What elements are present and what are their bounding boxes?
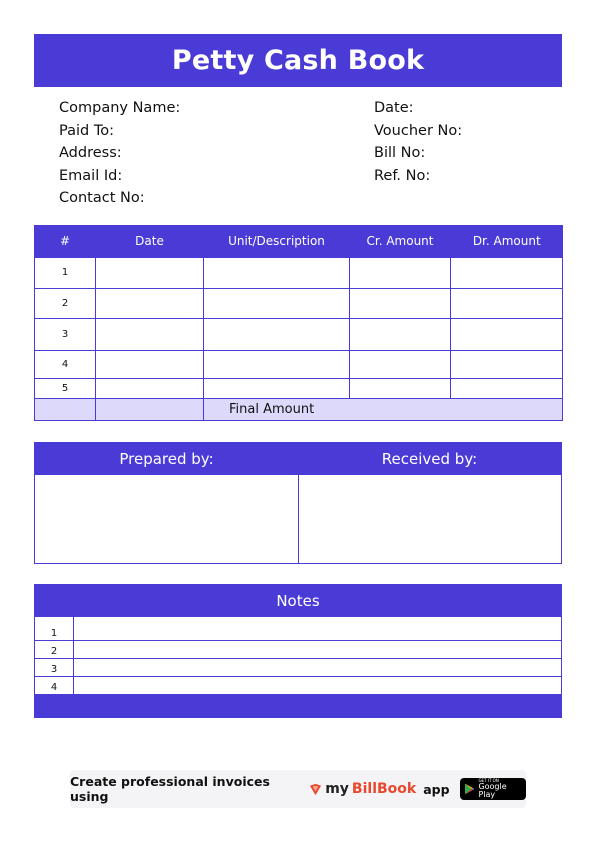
notes-row bbox=[35, 617, 561, 641]
table-row bbox=[35, 378, 563, 398]
info-left-fields bbox=[59, 97, 180, 210]
signature-body bbox=[35, 475, 561, 563]
cell-dr-amount[interactable] bbox=[451, 257, 563, 288]
email-id-label: Email Id: bbox=[59, 167, 123, 184]
row-number: 2 bbox=[35, 288, 96, 318]
cell-date[interactable] bbox=[96, 318, 204, 350]
table-row bbox=[35, 257, 563, 288]
company-name-label: Company Name: bbox=[59, 100, 181, 116]
cell-dr-amount[interactable] bbox=[451, 378, 563, 398]
paid-to-label: Paid To: bbox=[59, 122, 114, 139]
date-label: Date: bbox=[374, 100, 414, 116]
ref-no-label: Ref. No: bbox=[374, 167, 431, 184]
info-right-fields bbox=[374, 97, 462, 187]
cell-description[interactable] bbox=[204, 318, 350, 350]
row-number: 5 bbox=[35, 378, 96, 398]
notes-row-number: 3 bbox=[35, 659, 74, 676]
badge-big-text: Google Play bbox=[478, 782, 507, 799]
cell-cr-amount[interactable] bbox=[350, 350, 451, 378]
row-number: 4 bbox=[35, 350, 96, 378]
row-number: 3 bbox=[35, 318, 96, 350]
cell-description[interactable] bbox=[204, 350, 350, 378]
cell-cr-amount[interactable] bbox=[350, 378, 451, 398]
address-label: Address: bbox=[59, 145, 122, 161]
notes-title: Notes bbox=[35, 585, 561, 617]
notes-row bbox=[35, 641, 561, 659]
notes-row-number: 1 bbox=[35, 617, 74, 640]
cell-date[interactable] bbox=[96, 288, 204, 318]
google-play-icon bbox=[465, 783, 475, 795]
promo-app-text: app bbox=[423, 781, 450, 797]
notes-line[interactable] bbox=[74, 617, 561, 640]
final-empty-cell bbox=[96, 398, 204, 420]
notes-line[interactable] bbox=[74, 641, 561, 658]
notes-line[interactable] bbox=[74, 659, 561, 676]
signature-header bbox=[35, 443, 561, 475]
final-empty-cell bbox=[35, 398, 96, 420]
cell-description[interactable] bbox=[204, 257, 350, 288]
cell-dr-amount[interactable] bbox=[451, 350, 563, 378]
col-unit-description: Unit/Description bbox=[204, 225, 350, 257]
brand-billbook: BillBook bbox=[351, 781, 417, 797]
col-number: # bbox=[35, 225, 96, 257]
notes-row bbox=[35, 659, 561, 677]
cell-cr-amount[interactable] bbox=[350, 257, 451, 288]
final-amount-label: Final Amount bbox=[204, 398, 563, 420]
cell-date[interactable] bbox=[96, 257, 204, 288]
brand-my: my bbox=[325, 781, 349, 797]
promo-banner[interactable] bbox=[70, 770, 526, 808]
table-row bbox=[35, 350, 563, 378]
mybillbook-logo-icon bbox=[309, 783, 322, 796]
cell-date[interactable] bbox=[96, 350, 204, 378]
notes-row-number: 4 bbox=[35, 677, 74, 694]
notes-footer bbox=[35, 695, 561, 717]
cell-date[interactable] bbox=[96, 378, 204, 398]
received-by-label: Received by: bbox=[381, 450, 478, 468]
notes-line[interactable] bbox=[74, 677, 561, 694]
table-row bbox=[35, 288, 563, 318]
cell-cr-amount[interactable] bbox=[350, 318, 451, 350]
final-amount-row bbox=[35, 398, 563, 420]
cell-cr-amount[interactable] bbox=[350, 288, 451, 318]
page-title: Petty Cash Book bbox=[34, 34, 562, 87]
col-dr-amount: Dr. Amount bbox=[451, 225, 563, 257]
google-play-text bbox=[478, 779, 521, 799]
notes-section bbox=[34, 584, 562, 718]
col-date: Date bbox=[96, 225, 204, 257]
table-header-row bbox=[35, 225, 563, 257]
signature-section bbox=[34, 442, 562, 564]
badge-small-text: GET IT ON bbox=[478, 778, 499, 783]
bill-no-label: Bill No: bbox=[374, 145, 426, 161]
cell-description[interactable] bbox=[204, 288, 350, 318]
notes-row-number: 2 bbox=[35, 641, 74, 658]
petty-cash-table bbox=[34, 225, 563, 421]
google-play-badge[interactable] bbox=[460, 778, 526, 800]
col-cr-amount: Cr. Amount bbox=[350, 225, 451, 257]
prepared-by-area[interactable] bbox=[35, 475, 299, 563]
mybillbook-logo bbox=[309, 781, 416, 797]
cell-description[interactable] bbox=[204, 378, 350, 398]
cell-dr-amount[interactable] bbox=[451, 318, 563, 350]
prepared-by-label: Prepared by: bbox=[119, 450, 214, 468]
contact-no-label: Contact No: bbox=[59, 190, 145, 206]
received-by-area[interactable] bbox=[299, 475, 562, 563]
cell-dr-amount[interactable] bbox=[451, 288, 563, 318]
promo-text: Create professional invoices using bbox=[70, 774, 270, 804]
voucher-no-label: Voucher No: bbox=[374, 122, 463, 139]
table-row bbox=[35, 318, 563, 350]
row-number: 1 bbox=[35, 257, 96, 288]
notes-row bbox=[35, 677, 561, 695]
